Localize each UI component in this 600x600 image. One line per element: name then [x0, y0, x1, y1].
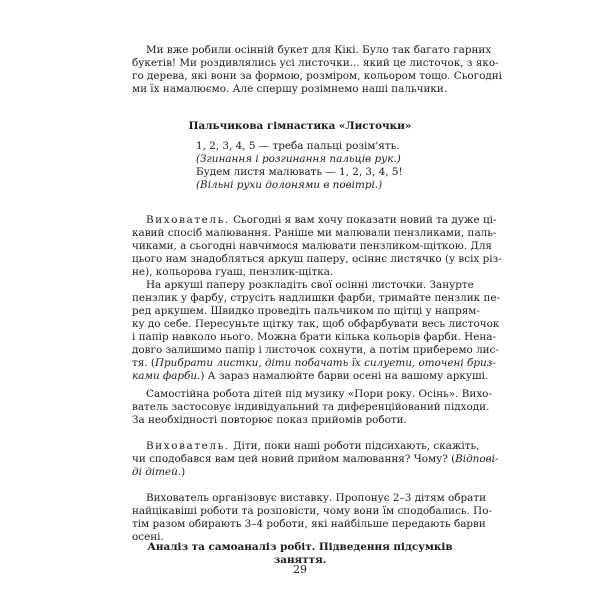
text-line: цього нам знадобляться аркуш паперу, осіннє листячко (у всіх різ-: [132, 253, 502, 265]
text-line: чиками, а сьогодні навчимося малювати пензликом-щіткою. Для: [132, 240, 492, 252]
finger-gymnastics-poem: [196, 140, 456, 192]
text-line: Вихователь організовує виставку. Пропонує 2–3 дітям обрати: [146, 492, 487, 504]
text-line: ред аркушем. Швидко проведіть пальчиком по щітці у напрям-: [132, 305, 480, 317]
intro-paragraph: [132, 44, 502, 96]
text-line: ку до себе. Пересуньте щітку так, щоб обфарбувати весь листочок: [132, 318, 500, 330]
text-fragment: Діти, поки наші роботи підсихають, скажіть,: [229, 440, 480, 452]
text-line: Ми вже робили осінній букет для Кікі. Було так багато гарних: [146, 44, 492, 56]
poem-line: Будем листя малювать — 1, 2, 3, 4, 5!: [196, 166, 403, 178]
independent-work-paragraph: [132, 388, 492, 427]
text-line: довго залишимо папір і листочок сохнути, а потім приберемо лис-: [132, 344, 499, 356]
text-line: пензлик у фарбу, струсіть надлишки фарби, тримайте пензлик пе-: [132, 292, 501, 304]
text-line: не), кольорова гуаш, пензлик-щітка.: [132, 266, 334, 278]
text-line: [132, 466, 468, 479]
poem-line: 1, 2, 3, 4, 5 — треба пальці розім'ять.: [196, 140, 400, 152]
text-line: букетів! Ми роздивлялись усі листочки... який це листочок, з яко-: [132, 57, 499, 69]
teacher-explanation-paragraph: [132, 214, 502, 279]
text-line: найцікавіші роботи та розповісти, чому вони їм сподобались. По-: [132, 505, 492, 517]
italic-fragment: Відпові-: [455, 453, 499, 465]
text-line: ми їх намалюємо. Але спершу розімнемо наші пальчики.: [132, 83, 448, 95]
speaker-label: Вихователь.: [146, 214, 230, 226]
poem-instruction: (Вільні рухи долонями в повітрі.): [196, 179, 383, 191]
text-line: [132, 370, 489, 383]
text-line: ватель застосовує індивідуальний та диференційований підходи.: [132, 401, 490, 413]
text-line: [132, 214, 497, 227]
text-line: осені.: [132, 531, 164, 543]
question-paragraph: [132, 440, 499, 479]
gymnastics-title: Пальчикова гімнастика «Листочки»: [188, 120, 412, 132]
text-line: [132, 440, 480, 453]
text-line: За необхідності повторює показ прийомів роботи.: [132, 414, 407, 426]
text-line: Самостійна робота дітей під музику «Пори року. Осінь». Вихо-: [146, 388, 492, 400]
text-line: На аркуші паперу розкладіть свої осінні листочки. Занурте: [146, 279, 474, 291]
text-fragment: Сьогодні я вам хочу показати новий та дуже ці-: [229, 214, 497, 226]
text-fragment: тя. (: [132, 357, 155, 369]
text-fragment: чи сподобався вам цей новий прийом малювання? Чому? (: [132, 453, 456, 465]
text-line: кавий спосіб малювання. Раніше ми малювали пензликами, паль-: [132, 227, 497, 239]
page-number: 29: [293, 563, 307, 576]
poem-instruction: (Згинання і розгинання пальців рук.): [196, 153, 401, 165]
instructions-paragraph: [132, 279, 501, 383]
text-line: го дерева, які вони за формою, розміром, кольором тощо. Сьогодні: [132, 70, 502, 82]
text-fragment: ) А зараз намалюйте барви осені на вашому аркуші.: [200, 370, 489, 382]
text-line: [132, 453, 499, 466]
text-line: і папір навколо нього. Можна брати кілька кольорів фарби. Нена-: [132, 331, 496, 343]
text-line: тім разом обирають 3–4 роботи, які найбільше передають барви: [132, 518, 486, 530]
italic-fragment: ді дітей: [132, 466, 178, 478]
exhibition-paragraph: [132, 492, 492, 544]
text-line: [132, 357, 496, 370]
summary-heading: Аналіз та самоаналіз робіт. Підведення підсумків заняття.: [147, 541, 453, 566]
text-fragment: .): [177, 466, 186, 478]
italic-fragment: Прибрати листки, діти побачать їх силуети, оточені бриз-: [154, 357, 496, 369]
italic-fragment: ками фарби.: [132, 370, 201, 382]
speaker-label: Вихователь.: [146, 440, 230, 452]
